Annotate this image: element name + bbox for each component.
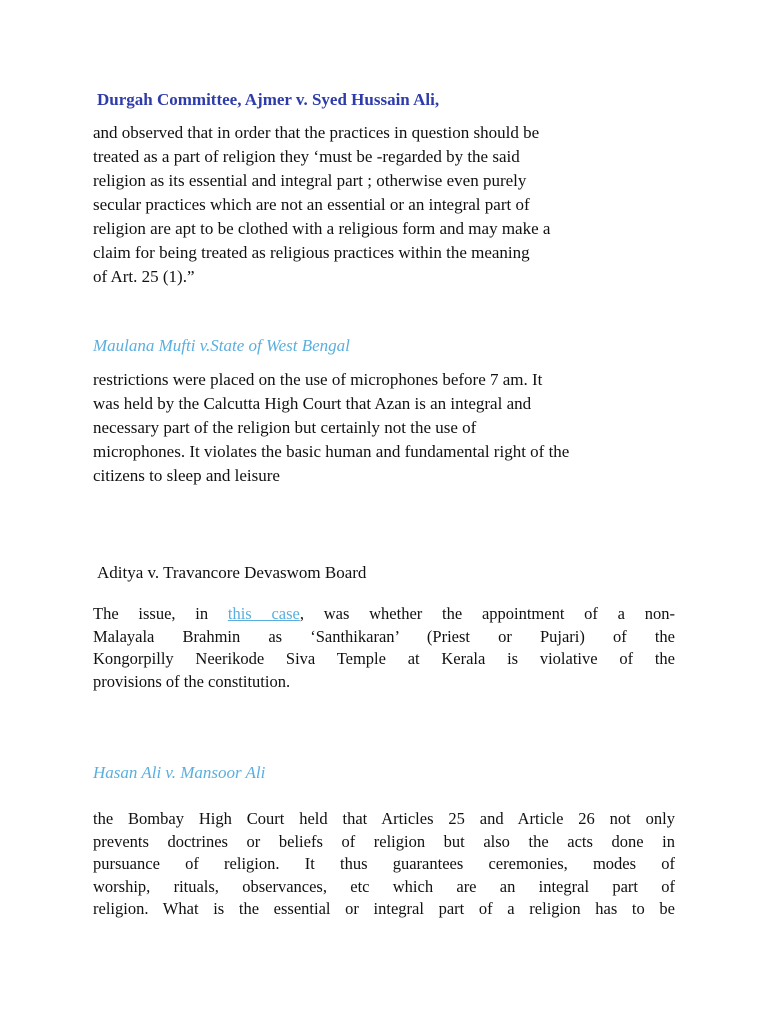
text-line: microphones. It violates the basic human and fundamental right of the [93, 442, 570, 461]
case-title: Durgah Committee, Ajmer v. Syed Hussain Ali [97, 90, 435, 109]
text-line: necessary part of the religion but certainly not the use of [93, 418, 477, 437]
text-line: restrictions were placed on the use of microphones before 7 am. It [93, 370, 543, 389]
text-line: prevents doctrines or beliefs of religion but also the acts done in [93, 831, 675, 851]
paragraph-maulana [93, 368, 675, 488]
text-line: provisions of the constitution. [93, 671, 291, 691]
text-line: pursuance of religion. It thus guarantees ceremonies, modes of [93, 854, 675, 873]
text-line: Kongorpilly Neerikode Siva Temple at Kerala is violative of the [93, 649, 675, 668]
text-line: religion. What is the essential or integral part of a religion has to be [93, 899, 675, 918]
case-heading-durgah [93, 90, 675, 110]
text-line: religion are apt to be clothed with a religious form and may make a [93, 219, 551, 238]
text-line: treated as a part of religion they ‘must be -regarded by the said [93, 147, 520, 166]
case-heading-hasan [93, 763, 675, 783]
paragraph-aditya [93, 603, 675, 693]
text-line: claim for being treated as religious practices within the meaning [93, 243, 530, 262]
line-text: The issue, in [93, 604, 228, 623]
text-line: the Bombay High Court held that Articles 25 and Article 26 not only [93, 809, 675, 828]
text-line: Malayala Brahmin as ‘Santhikaran’ (Priest or Pujari) of the [93, 626, 675, 646]
line-text: , was whether the appointment of a non- [299, 604, 675, 623]
text-line: worship, rituals, observances, etc which are an integral part of [93, 876, 675, 896]
text-line: of Art. 25 (1).” [93, 267, 195, 286]
case-heading-aditya [93, 563, 675, 583]
heading-comma: , [434, 90, 440, 109]
case-title: Hasan Ali v. Mansoor Ali [93, 763, 266, 782]
paragraph-durgah [93, 121, 675, 289]
this-case-link[interactable]: this case [227, 604, 300, 623]
paragraph-hasan [93, 808, 675, 921]
text-line: and observed that in order that the practices in question should be [93, 123, 540, 142]
text-line [93, 603, 675, 626]
text-line: secular practices which are not an essential or an integral part of [93, 195, 530, 214]
case-heading-maulana [93, 336, 675, 356]
text-line: was held by the Calcutta High Court that Azan is an integral and [93, 394, 532, 413]
text-line: religion as its essential and integral part ; otherwise even purely [93, 171, 527, 190]
case-title: Maulana Mufti v.State of West Bengal [93, 336, 350, 355]
case-title: Aditya v. Travancore Devaswom Board [97, 563, 367, 582]
text-line: citizens to sleep and leisure [93, 466, 280, 485]
